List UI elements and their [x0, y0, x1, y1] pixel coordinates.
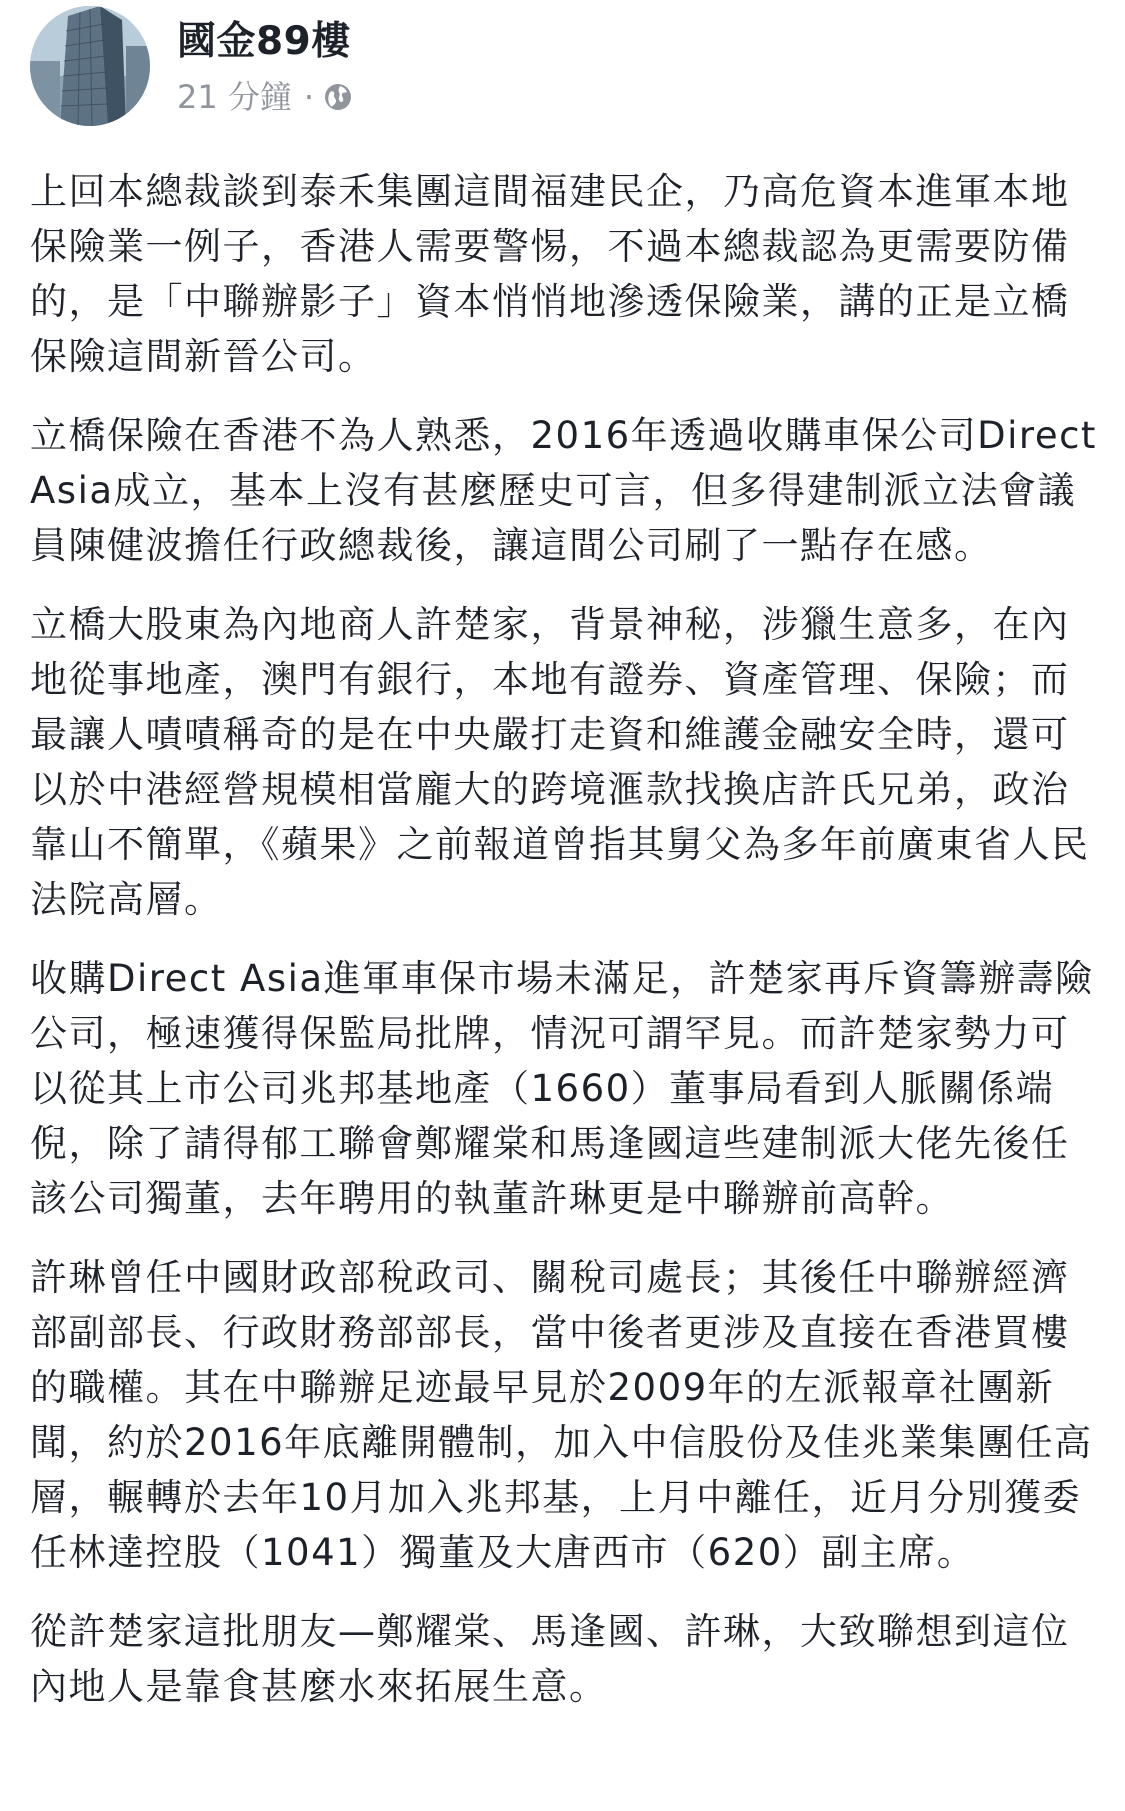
meta-separator: ·	[303, 78, 315, 116]
post-paragraph: 立橋大股東為內地商人許楚家，背景神秘，涉獵生意多，在內地從事地產，澳門有銀行，本地有證券、資產管理、保險；而最讓人嘖嘖稱奇的是在中央嚴打走資和維護金融安全時，還可以於中港經營規模相當龐大的跨境滙款找換店許氏兄弟，政治靠山不簡單，《蘋果》之前報道曾指其舅父為多年前廣東省人民法院高層。	[30, 603, 1090, 921]
post-body	[30, 164, 1105, 1738]
post-paragraph: 收購Direct Asia進軍車保市場未滿足，許楚家再斥資籌辦壽險公司，極速獲得保監局批牌，情況可謂罕見。而許楚家勢力可以從其上市公司兆邦基地產（1660）董事局看到人脈關係端倪，除了請得郁工聯會鄭耀棠和馬逢國這些建制派大佬先後任該公司獨董，去年聘用的執董許琳更是中聯辦前高幹。	[30, 957, 1094, 1220]
post-paragraph: 立橋保險在香港不為人熟悉，2016年透過收購車保公司Direct Asia成立，基本上沒有甚麼歷史可言，但多得建制派立法會議員陳健波擔任行政總裁後，讓這間公司刷了一點存在感。	[30, 414, 1097, 567]
author-name[interactable]: 國金89樓	[177, 19, 351, 64]
post-paragraph: 上回本總裁談到泰禾集團這間福建民企，乃高危資本進軍本地保險業一例子，香港人需要警惕，不過本總裁認為更需要防備的，是「中聯辦影子」資本悄悄地滲透保險業，講的正是立橋保險這間新晉公司。	[30, 170, 1070, 378]
post-header	[30, 6, 1090, 126]
post-paragraph: 許琳曾任中國財政部稅政司、關稅司處長；其後任中聯辦經濟部副部長、行政財務部部長，當中後者更涉及直接在香港買樓的職權。其在中聯辦足迹最早見於2009年的左派報章社團新聞，約於2016年底離開體制，加入中信股份及佳兆業集團任高層，輾轉於去年10月加入兆邦基，上月中離任，近月分別獲委任林達控股（1041）獨董及大唐西市（620）副主席。	[30, 1256, 1093, 1574]
avatar[interactable]	[30, 6, 150, 126]
post-timestamp[interactable]: 21 分鐘	[177, 78, 292, 116]
globe-icon[interactable]	[324, 83, 352, 111]
post-paragraph: 從許楚家這批朋友—鄭耀棠、馬逢國、許琳，大致聯想到這位內地人是靠食甚麼水來拓展生意。	[30, 1610, 1070, 1708]
building-photo-icon	[30, 6, 150, 126]
post-meta	[177, 78, 352, 116]
